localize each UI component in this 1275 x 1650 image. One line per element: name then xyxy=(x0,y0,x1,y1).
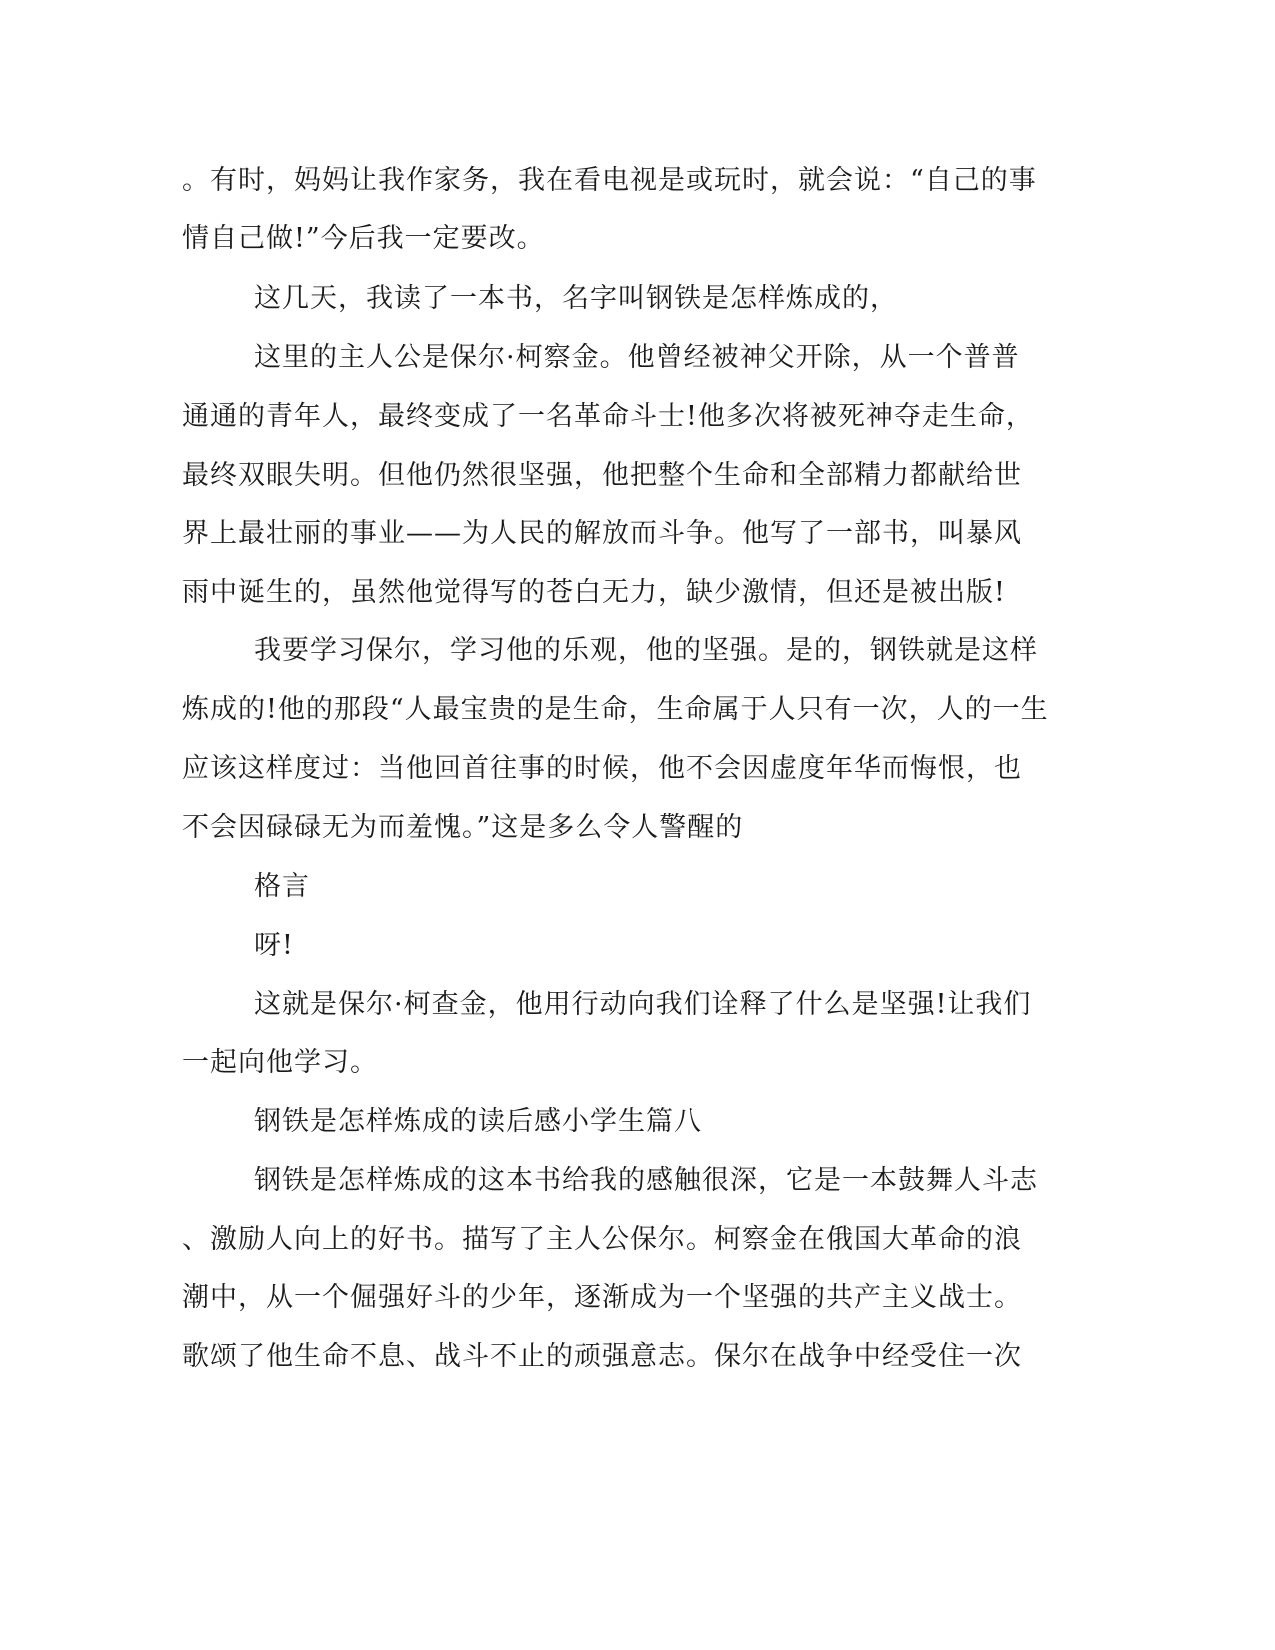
text-line: 、激励人向上的好书。描写了主人公保尔。柯察金在俄国大革命的浪 xyxy=(182,1224,1022,1255)
text-line: 通通的青年人，最终变成了一名革命斗士!他多次将被死神夺走生命， xyxy=(182,401,1034,432)
text-line: 应该这样度过：当他回首往事的时候，他不会因虚度年华而悔恨，也 xyxy=(182,753,1022,784)
text-line: 炼成的!他的那段“人最宝贵的是生命，生命属于人只有一次，人的一生 xyxy=(182,694,1049,725)
text-line: 潮中，从一个倔强好斗的少年，逐渐成为一个坚强的共产主义战士。 xyxy=(182,1282,1022,1313)
paragraph-start-line: 格言 xyxy=(254,871,310,902)
paragraph-start-line: 呀! xyxy=(254,930,294,961)
text-line: 歌颂了他生命不息、战斗不止的顽强意志。保尔在战争中经受住一次 xyxy=(182,1341,1022,1372)
paragraph-start-line: 这里的主人公是保尔·柯察金。他曾经被神父开除，从一个普普 xyxy=(254,342,1020,373)
text-line: 雨中诞生的，虽然他觉得写的苍白无力，缺少激情，但还是被出版! xyxy=(182,577,1006,608)
text-line: 一起向他学习。 xyxy=(182,1047,378,1078)
paragraph-start-line: 我要学习保尔，学习他的乐观，他的坚强。是的，钢铁就是这样 xyxy=(254,635,1038,666)
paragraph-start-line: 这就是保尔·柯查金，他用行动向我们诠释了什么是坚强!让我们 xyxy=(254,989,1032,1020)
text-line: 最终双眼失明。但他仍然很坚强，他把整个生命和全部精力都献给世 xyxy=(182,460,1022,491)
text-line: 情自己做!”今后我一定要改。 xyxy=(182,223,545,254)
text-line: 。有时，妈妈让我作家务，我在看电视是或玩时，就会说：“自己的事 xyxy=(182,165,1037,196)
paragraph-start-line: 这几天，我读了一本书，名字叫钢铁是怎样炼成的， xyxy=(254,283,898,314)
section-heading: 钢铁是怎样炼成的读后感小学生篇八 xyxy=(254,1106,702,1137)
text-line: 不会因碌碌无为而羞愧。”这是多么令人警醒的 xyxy=(182,812,744,843)
paragraph-start-line: 钢铁是怎样炼成的这本书给我的感触很深，它是一本鼓舞人斗志 xyxy=(254,1165,1038,1196)
text-line: 界上最壮丽的事业——为人民的解放而斗争。他写了一部书，叫暴风 xyxy=(182,518,1022,549)
